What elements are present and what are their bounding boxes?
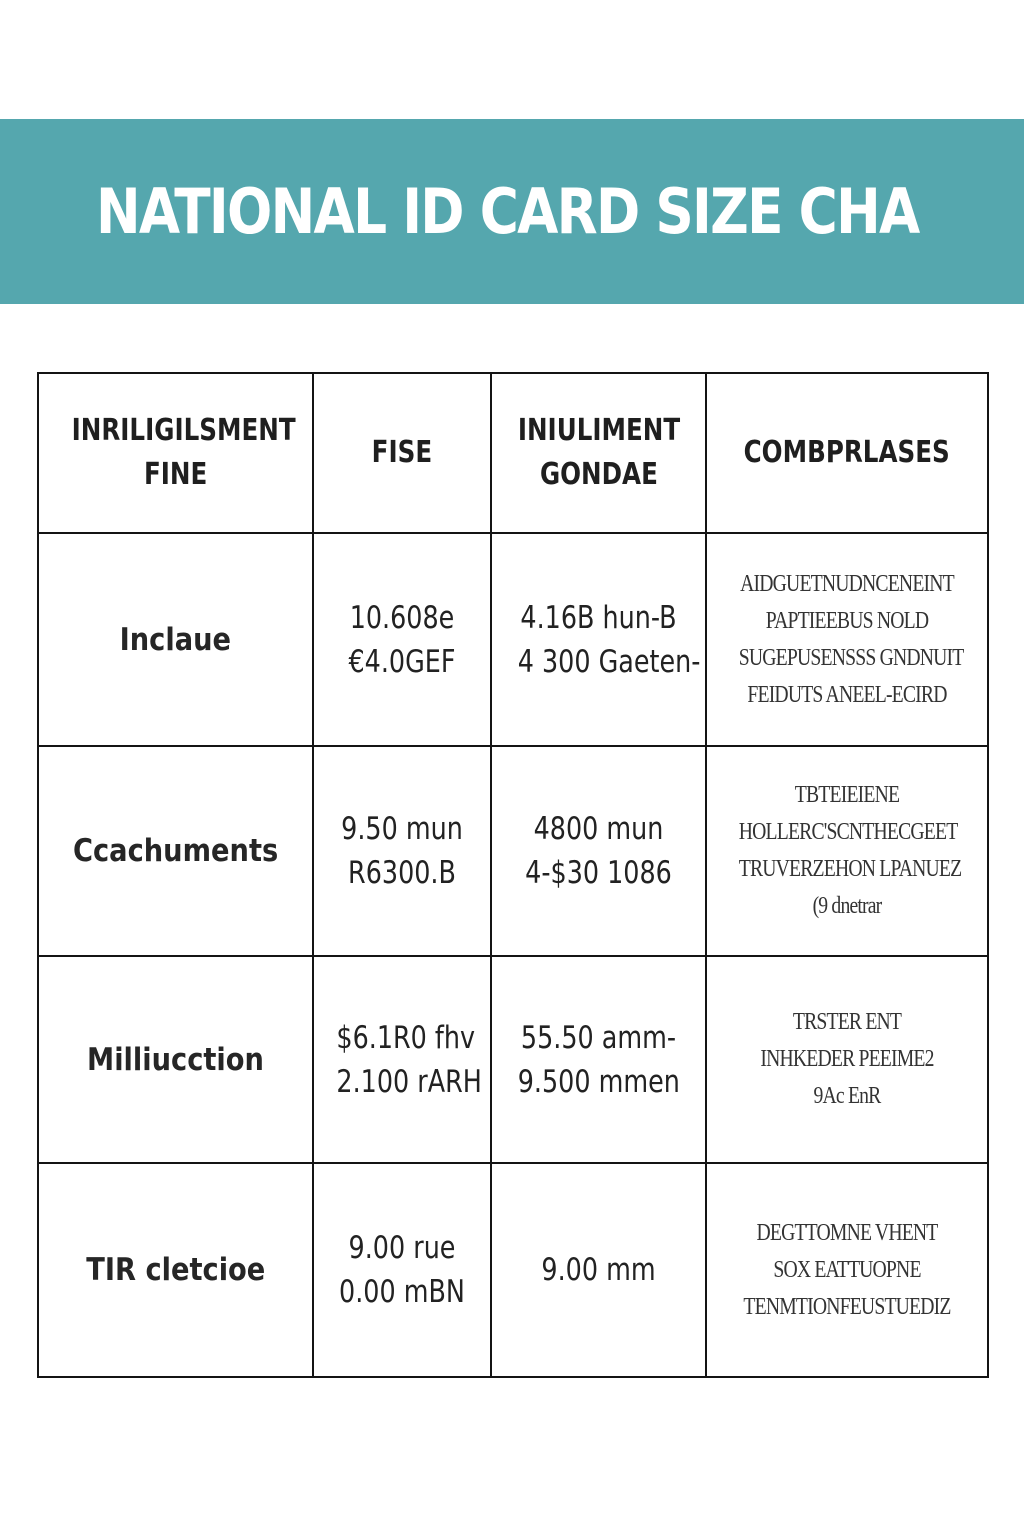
size-value: €4.0GEF: [348, 643, 456, 680]
row-name-cell: [38, 956, 313, 1163]
notes-line: INHKEDER PEEIME2: [760, 1046, 934, 1072]
header-line: COMBPRLASES: [743, 435, 951, 470]
dimension-cell: [491, 956, 706, 1163]
table-row: [38, 746, 988, 956]
dimension-value: 9.500 mmen: [517, 1063, 680, 1100]
size-value: 10.608e: [349, 599, 455, 636]
dimension-value: 4.16B hun-B: [520, 599, 677, 636]
notes-line: (9 dnetrar: [812, 893, 882, 919]
row-name: Inclaue: [119, 621, 232, 658]
size-cell: [313, 1163, 491, 1377]
size-cell: [313, 533, 491, 746]
size-value: 0.00 mBN: [339, 1274, 465, 1310]
page-title: NATIONAL ID CARD SIZE CHA: [95, 175, 919, 248]
size-value: 2.100 rARH: [336, 1063, 482, 1100]
notes-cell: [706, 1163, 988, 1377]
notes-line: DEGTTOMNE VHENT: [756, 1219, 938, 1246]
table-header-row: [38, 373, 988, 533]
column-header-3: [491, 373, 706, 533]
size-value: $6.1R0 fhv: [336, 1019, 476, 1056]
row-name: Milliucction: [87, 1041, 264, 1078]
size-cell: [313, 956, 491, 1163]
row-name: Ccachuments: [72, 833, 279, 869]
header-line: FINE: [143, 457, 208, 492]
row-name-cell: [38, 533, 313, 746]
notes-line: TBTEIEIENE: [794, 782, 900, 808]
column-header-2: [313, 373, 491, 533]
header-line: INRILIGILSMENT: [71, 413, 296, 448]
table-row: [38, 533, 988, 746]
table-row: [38, 956, 988, 1163]
row-name-cell: [38, 746, 313, 956]
dimension-value: 9.00 mm: [541, 1252, 656, 1288]
notes-line: TENMTIONFEUSTUEDIZ: [743, 1293, 951, 1320]
notes-line: 9Ac EnR: [813, 1083, 881, 1109]
dimension-value: 4800 mun: [533, 811, 664, 847]
dimension-value: 55.50 amm-: [520, 1019, 677, 1056]
size-cell: [313, 746, 491, 956]
dimension-cell: [491, 746, 706, 956]
dimension-value: 4 300 Gaeten-: [517, 643, 701, 680]
dimension-value: 4-$30 1086: [525, 855, 672, 891]
notes-line: TRSTER ENT: [792, 1009, 902, 1035]
size-chart-table: [37, 372, 989, 1378]
table-row: [38, 1163, 988, 1377]
notes-cell: [706, 956, 988, 1163]
notes-cell: [706, 533, 988, 746]
row-name: TIR cletcioe: [85, 1252, 266, 1288]
header-line: FISE: [371, 435, 433, 470]
notes-line: SUGEPUSENSSS GNDNUIT: [738, 644, 964, 671]
title-banner: [0, 119, 1024, 304]
size-value: 9.50 mun: [341, 811, 463, 847]
column-header-1: [38, 373, 313, 533]
notes-line: FEIDUTS ANEEL-ECIRD: [747, 681, 947, 708]
size-value: R6300.B: [348, 855, 456, 891]
notes-line: SOX EATTUOPNE: [773, 1256, 921, 1283]
notes-line: HOLLERC'SCNTHECGEET: [738, 819, 958, 845]
notes-line: PAPTIEEBUS NOLD: [765, 607, 929, 634]
notes-line: TRUVERZEHON LPANUEZ: [738, 856, 962, 882]
column-header-4: [706, 373, 988, 533]
dimension-cell: [491, 1163, 706, 1377]
notes-cell: [706, 746, 988, 956]
notes-line: AIDGUETNUDNCENEINT: [740, 570, 954, 597]
header-line: INIULIMENT: [517, 413, 681, 448]
row-name-cell: [38, 1163, 313, 1377]
dimension-cell: [491, 533, 706, 746]
header-line: GONDAE: [539, 457, 658, 492]
size-value: 9.00 rue: [348, 1230, 456, 1266]
